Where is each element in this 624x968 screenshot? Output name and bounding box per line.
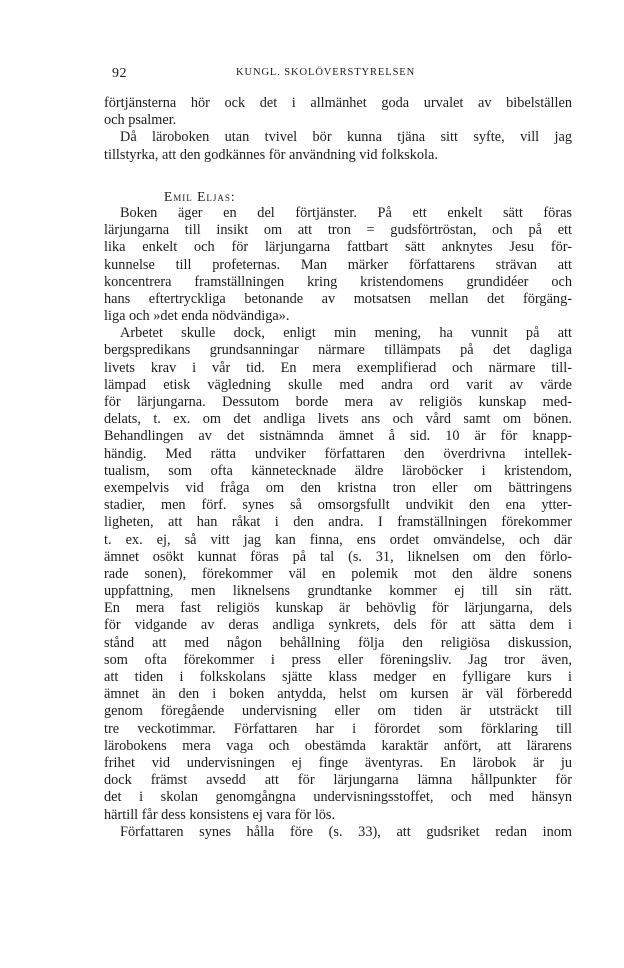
text-line: Författaren synes hålla före (s. 33), att gudsriket redan inom (120, 823, 572, 840)
page-number: 92 (112, 66, 127, 81)
text-line: förtjänsterna hör ock det i allmänhet goda urvalet av bibelställen (104, 95, 572, 111)
text-line: Då läroboken utan tvivel bör kunna tjäna sitt syfte, vill jag (120, 129, 572, 146)
text-line: lärobokens mera vaga och obestämda karaktär anfört, att lärarens (104, 737, 572, 754)
text-line: och psalmer. (104, 112, 177, 129)
text-line: tillstyrka, att den godkännes för användning vid folkskola. (104, 146, 438, 163)
text-line: exempelvis vid fråga om den kristna tron eller om bättringens (104, 479, 572, 496)
text-line: händig. Med rätta undviker författaren den överdrivna intellek- (104, 445, 572, 462)
paragraph-2 (104, 129, 572, 163)
text-line: bergspredikans grundsanningar närmare tillämpats på det dagliga (104, 342, 572, 359)
text-line: Behandlingen av det sistnämnda ämnet å sid. 10 är för knapp- (104, 428, 572, 445)
paragraph-1 (104, 95, 572, 129)
text-line: liga och »det enda nödvändiga». (104, 308, 290, 325)
running-head: KUNGL. SKOLÖVERSTYRELSEN (236, 67, 416, 78)
speaker-name: Emil Eljas: (164, 188, 236, 204)
text-line: koncentrera framställningen kring kristendomens grundidéer och (104, 273, 572, 290)
text-line: hans eftertryckliga betonande av motsatsen mellan det förgäng- (104, 290, 572, 307)
text-line: tualism, som ofta kännetecknade äldre läroböcker i kristendom, (104, 462, 572, 479)
text-line: som ofta förekommer i press eller föreningsliv. Jag tror även, (104, 651, 572, 668)
text-line: det i skolan genomgångna undervisningsstoffet, och med hänsyn (104, 789, 572, 806)
text-line: ligheten, att han råkat i den andra. I framställningen förekommer (104, 514, 572, 531)
text-line: ämnet än den i boken antydda, helst om kursen är väl förberedd (104, 686, 572, 703)
text-line: frihet vid undervisningen ej finge äventyras. En lärobok är ju (104, 754, 572, 771)
speaker-heading (104, 188, 572, 205)
text-line: stadier, men förf. synes så omsorgsfullt undvikit den ena ytter- (104, 497, 572, 514)
page-header (112, 66, 572, 84)
text-line: t. ex. ej, så vitt jag kan finna, ens ordet omvändelse, och där (104, 531, 572, 548)
text-line: ämnet osökt kunnat föras på tal (s. 31, liknelsen om den förlo- (104, 548, 572, 565)
text-line: livets krav i vår tid. En mera exemplifierad och närmare till- (104, 359, 572, 376)
paragraph-5 (104, 824, 572, 841)
text-line: rade sonen), förekommer väl en polemik mot den äldre sonens (104, 565, 572, 582)
text-line: dock främst avsedd att för lärjungarna lämna hållpunkter för (104, 772, 572, 789)
text-line: En mera fast religiös kunskap är behövlig för lärjungarna, dels (104, 600, 572, 617)
text-line: lämpad etisk vägledning skulle med andra ord varit av värde (104, 376, 572, 393)
text-line: Arbetet skulle dock, enligt min mening, ha vunnit på att (120, 325, 572, 342)
body-text (104, 95, 572, 841)
text-line: tre veckotimmar. Författaren har i förordet som förklaring till (104, 720, 572, 737)
text-line: stånd att med någon behållning följa den religiösa diskussion, (104, 634, 572, 651)
text-line: uppfattning, men liknelsens grundtanke kommer ej till sin rätt. (104, 583, 572, 600)
text-line: för lärjungarna. Dessutom borde mera av religiös kunskap med- (104, 394, 572, 410)
text-line: delats, t. ex. om det andliga livets ans och vård samt om bönen. (104, 411, 572, 428)
text-line: Boken äger en del förtjänster. På ett enkelt sätt föras (120, 204, 572, 221)
text-line: att tiden i folkskolans sjätte klass medger en fylligare kurs i (104, 669, 572, 685)
text-line: för vidgande av deras andliga synkrets, dels för att sätta dem i (104, 617, 572, 634)
text-line: lärjungarna till insikt om att tron = gudsförtröstan, och på ett (104, 222, 572, 239)
text-line: genom föregående undervisning eller om tiden är utsträckt till (104, 703, 572, 720)
text-line: kunnelse till profeternas. Man märker författarens strävan att (104, 256, 572, 273)
text-line: härtill får dess konsistens ej vara för lös. (104, 806, 336, 823)
paragraph-4 (104, 325, 572, 823)
paragraph-3 (104, 205, 572, 325)
text-line: lika enkelt och för lärjungarna fattbart sätt anknytes Jesu för- (104, 239, 572, 256)
